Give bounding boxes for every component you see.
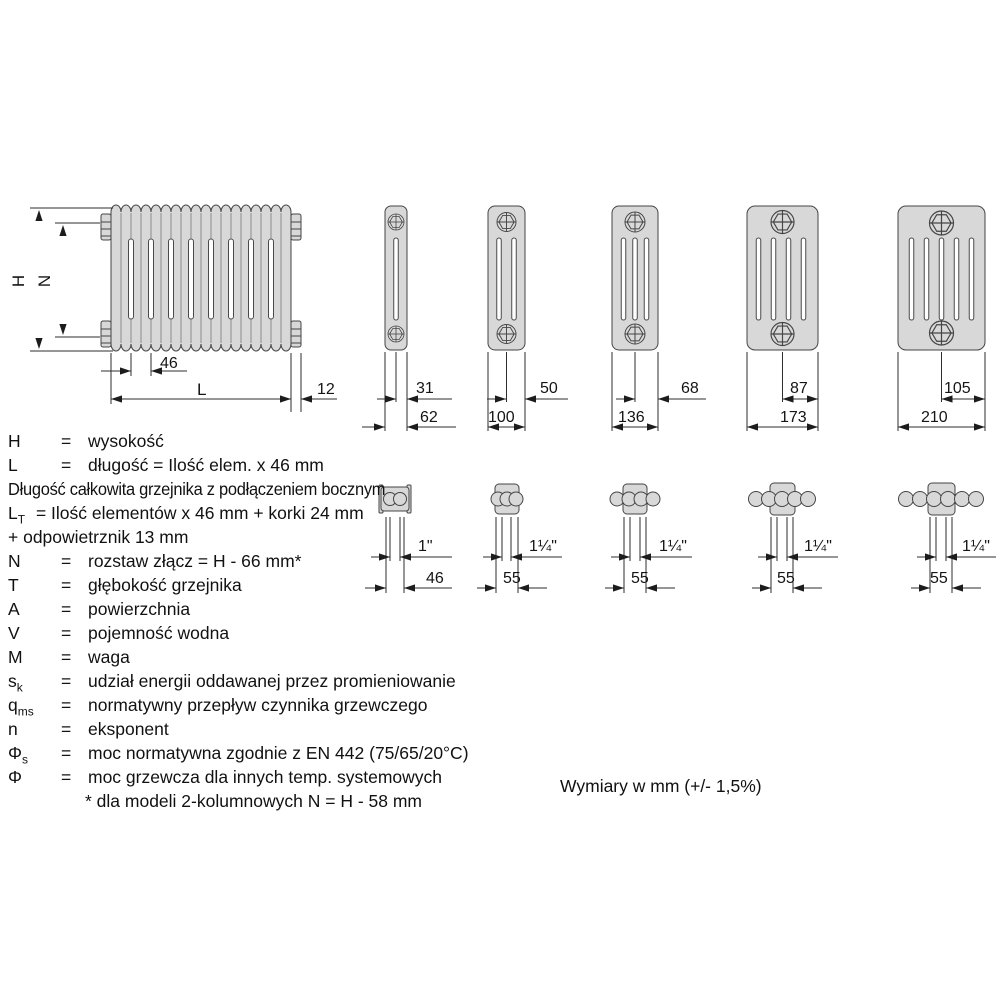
symbol: n <box>8 719 18 739</box>
symbol: $L_T$ <box>8 503 26 527</box>
length-label: L <box>197 380 207 399</box>
legend-row-phi-s: $\Phi_s$ = moc normatywna zgodnie z EN 442 (75/65/20°C) <box>8 743 469 767</box>
legend-row-M: M = waga <box>8 647 130 667</box>
legend-row-sk: $s_k$ = udział energii oddawanej przez promieniowanie <box>8 671 456 695</box>
full-depth-label: 210 <box>921 409 948 426</box>
top-view-5col <box>749 483 839 593</box>
legend-row-N: N = rozstaw złącz = H - 66 mm* <box>8 551 302 571</box>
symbol: $\Phi_s$ <box>8 743 28 767</box>
full-depth-label: 173 <box>780 409 807 426</box>
height-dimensions <box>9 208 113 351</box>
half-depth-label: 105 <box>944 380 971 397</box>
height-label: H <box>9 274 28 288</box>
legend-row-total-length: Długość całkowita grzejnika z podłączeniem bocznym <box>8 479 386 499</box>
pitch-label: 55 <box>777 570 795 587</box>
connection-size-label: 1¼" <box>659 538 687 555</box>
section-view-5col <box>747 206 818 431</box>
full-depth-label: 136 <box>618 409 645 426</box>
symbol: M <box>8 647 23 667</box>
symbol: A <box>8 599 20 619</box>
connection-size-label: 1¼" <box>529 538 557 555</box>
half-depth-label: 50 <box>540 380 558 397</box>
node-spacing-label: N <box>35 274 54 288</box>
top-view-4col <box>605 484 692 593</box>
section-view-6col <box>898 206 985 431</box>
extension-label: 12 <box>317 381 335 398</box>
pitch-label: 55 <box>503 570 521 587</box>
symbol: V <box>8 623 20 643</box>
half-depth-label: 31 <box>416 380 434 397</box>
legend-row-T: T = głębokość grzejnika <box>8 575 242 595</box>
legend-row-phi: Φ = moc grzewcza dla innych temp. systemowych <box>8 767 443 787</box>
element-pitch-label: 46 <box>160 355 178 372</box>
symbol: L <box>8 455 18 475</box>
legend-row-qms: $q_{ms}$ = normatywny przepływ czynnika grzewczego <box>8 695 428 719</box>
symbol: H <box>8 431 21 451</box>
connection-size-label: 1¼" <box>962 538 990 555</box>
pitch-label: 46 <box>426 570 444 587</box>
full-depth-label: 100 <box>488 409 515 426</box>
symbol: N <box>8 551 21 571</box>
half-depth-label: 87 <box>790 380 808 397</box>
legend-row-V: V = pojemność wodna <box>8 623 230 643</box>
legend-row-A: A = powierzchnia <box>8 599 191 619</box>
legend-row-H: H = wysokość <box>8 431 164 451</box>
full-depth-label: 62 <box>420 409 438 426</box>
section-view-4col <box>612 206 706 431</box>
legend-row-vent: + odpowietrznik 13 mm <box>8 527 189 547</box>
radiator-front-view <box>101 205 301 351</box>
pitch-label: 55 <box>631 570 649 587</box>
symbol: $s_k$ <box>8 671 23 695</box>
legend-row-LT: $L_T$ = Ilość elementów x 46 mm + korki 24 mm <box>8 503 364 527</box>
legend-row-L: L = długość = Ilość elem. x 46 mm <box>8 455 324 475</box>
top-view-6col <box>899 483 997 593</box>
symbol: T <box>8 575 19 595</box>
legend-row-footnote-2col: * dla modeli 2-kolumnowych N = H - 58 mm <box>85 791 422 811</box>
dimensions-footnote: Wymiary w mm (+/- 1,5%) <box>560 776 762 796</box>
legend-row-n: n = eksponent <box>8 719 169 739</box>
half-depth-label: 68 <box>681 380 699 397</box>
symbol: Φ <box>8 767 22 787</box>
section-view-2col <box>362 206 456 431</box>
legend <box>8 429 538 813</box>
connection-size-label: 1¼" <box>804 538 832 555</box>
connection-size-label: 1" <box>418 538 433 555</box>
front-view-dimensions <box>101 353 337 412</box>
pitch-label: 55 <box>930 570 948 587</box>
symbol: $q_{ms}$ <box>8 695 34 719</box>
section-view-3col <box>487 206 568 431</box>
